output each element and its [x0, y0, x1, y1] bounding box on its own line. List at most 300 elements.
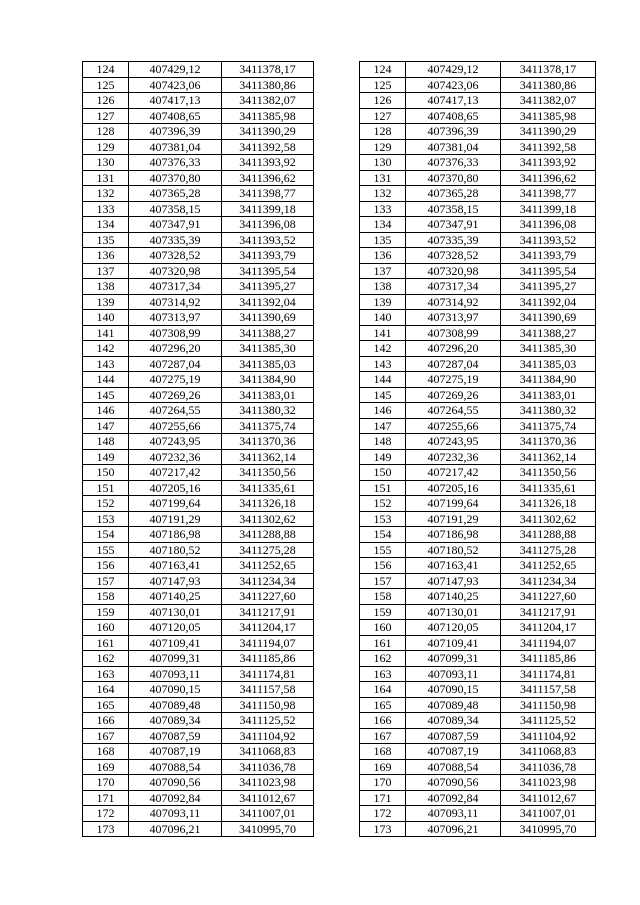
y-coordinate-cell-left: 3411194,07	[222, 635, 314, 651]
x-coordinate-cell-left: 407275,19	[129, 372, 222, 388]
table-row	[83, 775, 596, 791]
x-coordinate-cell-right: 407376,33	[406, 155, 501, 171]
x-coordinate-cell-left: 407317,34	[129, 279, 222, 295]
table-row	[83, 155, 596, 171]
point-number-cell-right: 129	[360, 139, 406, 155]
column-gap	[314, 403, 360, 419]
x-coordinate-cell-right: 407186,98	[406, 527, 501, 543]
y-coordinate-cell-right: 3411393,92	[501, 155, 596, 171]
table-row	[83, 372, 596, 388]
x-coordinate-cell-left: 407205,16	[129, 480, 222, 496]
x-coordinate-cell-right: 407347,91	[406, 217, 501, 233]
column-gap	[314, 108, 360, 124]
point-number-cell-right: 126	[360, 93, 406, 109]
point-number-cell-left: 159	[83, 604, 129, 620]
y-coordinate-cell-left: 3411384,90	[222, 372, 314, 388]
x-coordinate-cell-right: 407093,11	[406, 666, 501, 682]
y-coordinate-cell-left: 3410995,70	[222, 821, 314, 837]
x-coordinate-cell-right: 407370,80	[406, 170, 501, 186]
x-coordinate-cell-left: 407381,04	[129, 139, 222, 155]
x-coordinate-cell-right: 407243,95	[406, 434, 501, 450]
x-coordinate-cell-right: 407093,11	[406, 806, 501, 822]
point-number-cell-right: 143	[360, 356, 406, 372]
x-coordinate-cell-left: 407199,64	[129, 496, 222, 512]
y-coordinate-cell-left: 3411227,60	[222, 589, 314, 605]
x-coordinate-cell-left: 407269,26	[129, 387, 222, 403]
y-coordinate-cell-right: 3411390,29	[501, 124, 596, 140]
y-coordinate-cell-left: 3411275,28	[222, 542, 314, 558]
y-coordinate-cell-right: 3411393,52	[501, 232, 596, 248]
y-coordinate-cell-left: 3411380,32	[222, 403, 314, 419]
y-coordinate-cell-left: 3411396,08	[222, 217, 314, 233]
y-coordinate-cell-right: 3411395,54	[501, 263, 596, 279]
table-row	[83, 496, 596, 512]
table-row	[83, 263, 596, 279]
table-row	[83, 635, 596, 651]
table-row	[83, 387, 596, 403]
table-row	[83, 248, 596, 264]
x-coordinate-cell-left: 407358,15	[129, 201, 222, 217]
column-gap	[314, 279, 360, 295]
table-row	[83, 217, 596, 233]
point-number-cell-right: 146	[360, 403, 406, 419]
column-gap	[314, 124, 360, 140]
column-gap	[314, 558, 360, 574]
x-coordinate-cell-left: 407088,54	[129, 759, 222, 775]
point-number-cell-left: 172	[83, 806, 129, 822]
x-coordinate-cell-right: 407275,19	[406, 372, 501, 388]
point-number-cell-right: 132	[360, 186, 406, 202]
point-number-cell-left: 170	[83, 775, 129, 791]
table-row	[83, 310, 596, 326]
x-coordinate-cell-right: 407358,15	[406, 201, 501, 217]
x-coordinate-cell-right: 407287,04	[406, 356, 501, 372]
table-row	[83, 124, 596, 140]
y-coordinate-cell-left: 3411125,52	[222, 713, 314, 729]
column-gap	[314, 790, 360, 806]
x-coordinate-cell-left: 407313,97	[129, 310, 222, 326]
table-row	[83, 62, 596, 78]
point-number-cell-left: 173	[83, 821, 129, 837]
x-coordinate-cell-right: 407396,39	[406, 124, 501, 140]
table-row	[83, 527, 596, 543]
table-row	[83, 713, 596, 729]
point-number-cell-left: 128	[83, 124, 129, 140]
column-gap	[314, 356, 360, 372]
point-number-cell-right: 130	[360, 155, 406, 171]
y-coordinate-cell-right: 3411395,27	[501, 279, 596, 295]
column-gap	[314, 93, 360, 109]
point-number-cell-right: 155	[360, 542, 406, 558]
x-coordinate-cell-right: 407365,28	[406, 186, 501, 202]
column-gap	[314, 263, 360, 279]
y-coordinate-cell-right: 3411362,14	[501, 449, 596, 465]
x-coordinate-cell-left: 407163,41	[129, 558, 222, 574]
table-row	[83, 294, 596, 310]
point-number-cell-right: 161	[360, 635, 406, 651]
point-number-cell-right: 149	[360, 449, 406, 465]
point-number-cell-left: 125	[83, 77, 129, 93]
x-coordinate-cell-left: 407347,91	[129, 217, 222, 233]
point-number-cell-left: 165	[83, 697, 129, 713]
column-gap	[314, 527, 360, 543]
table-row	[83, 558, 596, 574]
y-coordinate-cell-left: 3411012,67	[222, 790, 314, 806]
y-coordinate-cell-left: 3411023,98	[222, 775, 314, 791]
column-gap	[314, 434, 360, 450]
column-gap	[314, 449, 360, 465]
y-coordinate-cell-right: 3411392,04	[501, 294, 596, 310]
y-coordinate-cell-left: 3411388,27	[222, 325, 314, 341]
y-coordinate-cell-right: 3411398,77	[501, 186, 596, 202]
table-row	[83, 434, 596, 450]
y-coordinate-cell-right: 3411396,08	[501, 217, 596, 233]
y-coordinate-cell-left: 3411390,69	[222, 310, 314, 326]
y-coordinate-cell-left: 3411398,77	[222, 186, 314, 202]
table-row	[83, 821, 596, 837]
x-coordinate-cell-right: 407089,48	[406, 697, 501, 713]
x-coordinate-cell-right: 407163,41	[406, 558, 501, 574]
x-coordinate-cell-right: 407269,26	[406, 387, 501, 403]
table-row	[83, 604, 596, 620]
x-coordinate-cell-left: 407090,56	[129, 775, 222, 791]
x-coordinate-cell-right: 407087,59	[406, 728, 501, 744]
x-coordinate-cell-left: 407255,66	[129, 418, 222, 434]
point-number-cell-left: 147	[83, 418, 129, 434]
table-row	[83, 77, 596, 93]
point-number-cell-right: 172	[360, 806, 406, 822]
y-coordinate-cell-left: 3411392,58	[222, 139, 314, 155]
y-coordinate-cell-left: 3411385,98	[222, 108, 314, 124]
point-number-cell-left: 171	[83, 790, 129, 806]
y-coordinate-cell-right: 3411384,90	[501, 372, 596, 388]
column-gap	[314, 682, 360, 698]
column-gap	[314, 139, 360, 155]
x-coordinate-cell-left: 407191,29	[129, 511, 222, 527]
column-gap	[314, 511, 360, 527]
x-coordinate-cell-left: 407308,99	[129, 325, 222, 341]
point-number-cell-right: 170	[360, 775, 406, 791]
x-coordinate-cell-left: 407328,52	[129, 248, 222, 264]
point-number-cell-left: 143	[83, 356, 129, 372]
x-coordinate-cell-left: 407093,11	[129, 806, 222, 822]
x-coordinate-cell-right: 407314,92	[406, 294, 501, 310]
point-number-cell-right: 145	[360, 387, 406, 403]
x-coordinate-cell-right: 407089,34	[406, 713, 501, 729]
y-coordinate-cell-left: 3411234,34	[222, 573, 314, 589]
y-coordinate-cell-left: 3411375,74	[222, 418, 314, 434]
point-number-cell-right: 136	[360, 248, 406, 264]
y-coordinate-cell-left: 3411393,52	[222, 232, 314, 248]
point-number-cell-left: 126	[83, 93, 129, 109]
point-number-cell-left: 161	[83, 635, 129, 651]
point-number-cell-left: 158	[83, 589, 129, 605]
column-gap	[314, 186, 360, 202]
table-row	[83, 325, 596, 341]
y-coordinate-cell-left: 3411068,83	[222, 744, 314, 760]
point-number-cell-right: 150	[360, 465, 406, 481]
y-coordinate-cell-right: 3411383,01	[501, 387, 596, 403]
table-row	[83, 93, 596, 109]
column-gap	[314, 635, 360, 651]
x-coordinate-cell-left: 407089,34	[129, 713, 222, 729]
y-coordinate-cell-right: 3411382,07	[501, 93, 596, 109]
y-coordinate-cell-left: 3411393,92	[222, 155, 314, 171]
table-row	[83, 341, 596, 357]
point-number-cell-left: 160	[83, 620, 129, 636]
x-coordinate-cell-right: 407088,54	[406, 759, 501, 775]
point-number-cell-left: 154	[83, 527, 129, 543]
x-coordinate-cell-left: 407140,25	[129, 589, 222, 605]
column-gap	[314, 496, 360, 512]
y-coordinate-cell-right: 3411150,98	[501, 697, 596, 713]
x-coordinate-cell-right: 407308,99	[406, 325, 501, 341]
x-coordinate-cell-left: 407287,04	[129, 356, 222, 372]
y-coordinate-cell-right: 3411234,34	[501, 573, 596, 589]
point-number-cell-left: 149	[83, 449, 129, 465]
column-gap	[314, 697, 360, 713]
table-row	[83, 356, 596, 372]
column-gap	[314, 372, 360, 388]
table-row	[83, 666, 596, 682]
x-coordinate-cell-right: 407090,56	[406, 775, 501, 791]
column-gap	[314, 744, 360, 760]
point-number-cell-right: 166	[360, 713, 406, 729]
column-gap	[314, 821, 360, 837]
y-coordinate-cell-right: 3411370,36	[501, 434, 596, 450]
x-coordinate-cell-right: 407092,84	[406, 790, 501, 806]
point-number-cell-right: 128	[360, 124, 406, 140]
point-number-cell-right: 163	[360, 666, 406, 682]
x-coordinate-cell-right: 407255,66	[406, 418, 501, 434]
y-coordinate-cell-left: 3411382,07	[222, 93, 314, 109]
y-coordinate-cell-right: 3411390,69	[501, 310, 596, 326]
table-row	[83, 620, 596, 636]
point-number-cell-left: 157	[83, 573, 129, 589]
y-coordinate-cell-right: 3411036,78	[501, 759, 596, 775]
point-number-cell-left: 133	[83, 201, 129, 217]
table-row	[83, 790, 596, 806]
x-coordinate-cell-right: 407328,52	[406, 248, 501, 264]
column-gap	[314, 713, 360, 729]
y-coordinate-cell-right: 3411392,58	[501, 139, 596, 155]
point-number-cell-left: 148	[83, 434, 129, 450]
x-coordinate-cell-left: 407232,36	[129, 449, 222, 465]
x-coordinate-cell-right: 407120,05	[406, 620, 501, 636]
x-coordinate-cell-left: 407130,01	[129, 604, 222, 620]
column-gap	[314, 465, 360, 481]
coordinates-table	[82, 61, 596, 837]
x-coordinate-cell-left: 407087,59	[129, 728, 222, 744]
x-coordinate-cell-left: 407243,95	[129, 434, 222, 450]
y-coordinate-cell-right: 3411388,27	[501, 325, 596, 341]
point-number-cell-right: 139	[360, 294, 406, 310]
y-coordinate-cell-right: 3411385,98	[501, 108, 596, 124]
table-row	[83, 186, 596, 202]
table-row	[83, 542, 596, 558]
y-coordinate-cell-left: 3411185,86	[222, 651, 314, 667]
point-number-cell-right: 142	[360, 341, 406, 357]
y-coordinate-cell-right: 3411385,30	[501, 341, 596, 357]
y-coordinate-cell-right: 3411288,88	[501, 527, 596, 543]
point-number-cell-left: 124	[83, 62, 129, 78]
x-coordinate-cell-left: 407429,12	[129, 62, 222, 78]
point-number-cell-left: 131	[83, 170, 129, 186]
table-row	[83, 573, 596, 589]
x-coordinate-cell-left: 407423,06	[129, 77, 222, 93]
point-number-cell-left: 134	[83, 217, 129, 233]
point-number-cell-left: 166	[83, 713, 129, 729]
y-coordinate-cell-left: 3411395,27	[222, 279, 314, 295]
table-row	[83, 806, 596, 822]
y-coordinate-cell-right: 3411350,56	[501, 465, 596, 481]
column-gap	[314, 170, 360, 186]
point-number-cell-left: 152	[83, 496, 129, 512]
table-row	[83, 403, 596, 419]
x-coordinate-cell-right: 407090,15	[406, 682, 501, 698]
column-gap	[314, 806, 360, 822]
y-coordinate-cell-right: 3411275,28	[501, 542, 596, 558]
y-coordinate-cell-left: 3411174,81	[222, 666, 314, 682]
column-gap	[314, 248, 360, 264]
column-gap	[314, 542, 360, 558]
x-coordinate-cell-right: 407199,64	[406, 496, 501, 512]
x-coordinate-cell-left: 407090,15	[129, 682, 222, 698]
x-coordinate-cell-left: 407099,31	[129, 651, 222, 667]
table-row	[83, 465, 596, 481]
table-row	[83, 589, 596, 605]
y-coordinate-cell-left: 3411217,91	[222, 604, 314, 620]
point-number-cell-right: 171	[360, 790, 406, 806]
y-coordinate-cell-right: 3411194,07	[501, 635, 596, 651]
column-gap	[314, 573, 360, 589]
x-coordinate-cell-left: 407396,39	[129, 124, 222, 140]
point-number-cell-right: 152	[360, 496, 406, 512]
column-gap	[314, 589, 360, 605]
column-gap	[314, 341, 360, 357]
point-number-cell-right: 133	[360, 201, 406, 217]
x-coordinate-cell-left: 407180,52	[129, 542, 222, 558]
column-gap	[314, 310, 360, 326]
table-row	[83, 232, 596, 248]
point-number-cell-right: 159	[360, 604, 406, 620]
table-row	[83, 201, 596, 217]
point-number-cell-right: 154	[360, 527, 406, 543]
point-number-cell-right: 141	[360, 325, 406, 341]
y-coordinate-cell-right: 3411302,62	[501, 511, 596, 527]
y-coordinate-cell-left: 3411326,18	[222, 496, 314, 512]
y-coordinate-cell-right: 3411174,81	[501, 666, 596, 682]
x-coordinate-cell-right: 407335,39	[406, 232, 501, 248]
coordinates-table-body	[83, 62, 596, 837]
column-gap	[314, 666, 360, 682]
x-coordinate-cell-right: 407087,19	[406, 744, 501, 760]
x-coordinate-cell-left: 407217,42	[129, 465, 222, 481]
point-number-cell-right: 157	[360, 573, 406, 589]
point-number-cell-left: 169	[83, 759, 129, 775]
point-number-cell-left: 139	[83, 294, 129, 310]
point-number-cell-right: 147	[360, 418, 406, 434]
y-coordinate-cell-left: 3411157,58	[222, 682, 314, 698]
y-coordinate-cell-left: 3411104,92	[222, 728, 314, 744]
x-coordinate-cell-right: 407130,01	[406, 604, 501, 620]
x-coordinate-cell-left: 407087,19	[129, 744, 222, 760]
point-number-cell-right: 140	[360, 310, 406, 326]
y-coordinate-cell-right: 3411335,61	[501, 480, 596, 496]
y-coordinate-cell-left: 3411362,14	[222, 449, 314, 465]
table-row	[83, 744, 596, 760]
column-gap	[314, 294, 360, 310]
point-number-cell-left: 135	[83, 232, 129, 248]
point-number-cell-left: 138	[83, 279, 129, 295]
y-coordinate-cell-right: 3411023,98	[501, 775, 596, 791]
point-number-cell-left: 167	[83, 728, 129, 744]
y-coordinate-cell-left: 3411378,17	[222, 62, 314, 78]
y-coordinate-cell-left: 3411380,86	[222, 77, 314, 93]
column-gap	[314, 651, 360, 667]
y-coordinate-cell-right: 3411104,92	[501, 728, 596, 744]
column-gap	[314, 77, 360, 93]
x-coordinate-cell-left: 407320,98	[129, 263, 222, 279]
point-number-cell-left: 142	[83, 341, 129, 357]
point-number-cell-right: 148	[360, 434, 406, 450]
column-gap	[314, 155, 360, 171]
table-row	[83, 418, 596, 434]
point-number-cell-right: 158	[360, 589, 406, 605]
x-coordinate-cell-right: 407180,52	[406, 542, 501, 558]
y-coordinate-cell-right: 3411007,01	[501, 806, 596, 822]
y-coordinate-cell-left: 3411252,65	[222, 558, 314, 574]
x-coordinate-cell-left: 407296,20	[129, 341, 222, 357]
point-number-cell-right: 153	[360, 511, 406, 527]
y-coordinate-cell-right: 3411185,86	[501, 651, 596, 667]
point-number-cell-left: 146	[83, 403, 129, 419]
y-coordinate-cell-left: 3411385,30	[222, 341, 314, 357]
point-number-cell-left: 127	[83, 108, 129, 124]
point-number-cell-left: 164	[83, 682, 129, 698]
column-gap	[314, 775, 360, 791]
table-row	[83, 651, 596, 667]
y-coordinate-cell-right: 3411399,18	[501, 201, 596, 217]
y-coordinate-cell-left: 3411350,56	[222, 465, 314, 481]
point-number-cell-left: 141	[83, 325, 129, 341]
y-coordinate-cell-left: 3411390,29	[222, 124, 314, 140]
point-number-cell-left: 153	[83, 511, 129, 527]
x-coordinate-cell-left: 407092,84	[129, 790, 222, 806]
table-row	[83, 697, 596, 713]
y-coordinate-cell-left: 3411383,01	[222, 387, 314, 403]
point-number-cell-left: 130	[83, 155, 129, 171]
x-coordinate-cell-left: 407264,55	[129, 403, 222, 419]
x-coordinate-cell-right: 407217,42	[406, 465, 501, 481]
x-coordinate-cell-right: 407381,04	[406, 139, 501, 155]
x-coordinate-cell-right: 407205,16	[406, 480, 501, 496]
point-number-cell-left: 151	[83, 480, 129, 496]
y-coordinate-cell-left: 3411399,18	[222, 201, 314, 217]
y-coordinate-cell-left: 3411385,03	[222, 356, 314, 372]
point-number-cell-left: 144	[83, 372, 129, 388]
x-coordinate-cell-right: 407264,55	[406, 403, 501, 419]
x-coordinate-cell-right: 407147,93	[406, 573, 501, 589]
x-coordinate-cell-left: 407370,80	[129, 170, 222, 186]
x-coordinate-cell-right: 407320,98	[406, 263, 501, 279]
x-coordinate-cell-left: 407417,13	[129, 93, 222, 109]
y-coordinate-cell-right: 3411326,18	[501, 496, 596, 512]
table-row	[83, 449, 596, 465]
table-row	[83, 279, 596, 295]
x-coordinate-cell-right: 407317,34	[406, 279, 501, 295]
x-coordinate-cell-right: 407232,36	[406, 449, 501, 465]
